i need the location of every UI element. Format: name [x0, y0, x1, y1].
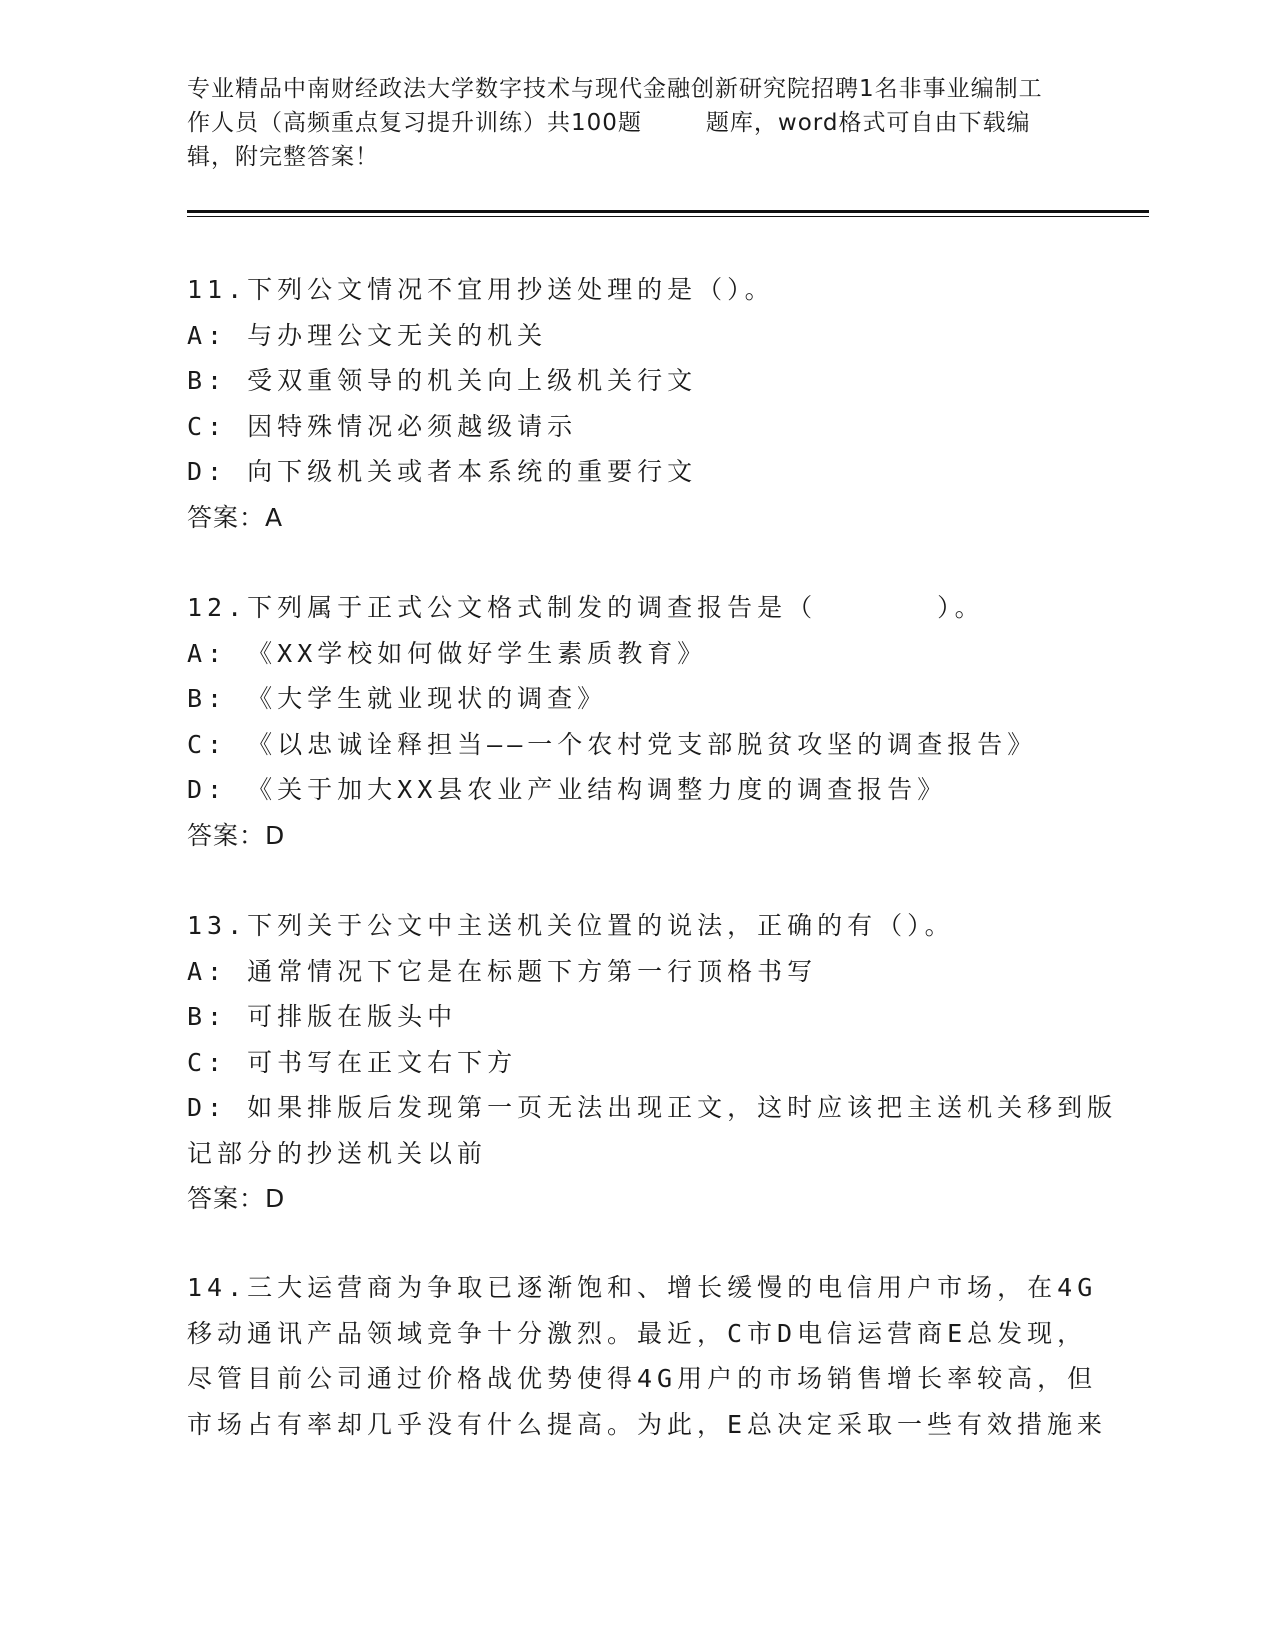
option-a: A: 通常情况下它是在标题下方第一行顶格书写	[187, 956, 818, 986]
question-12	[187, 585, 1087, 858]
question-13	[187, 903, 1118, 1222]
answer: 答案：D	[187, 1184, 286, 1213]
option-d: D: 如果排版后发现第一页无法出现正文，这时应该把主送机关移到版	[187, 1093, 1118, 1122]
header-line-2a: 作人员（高频重点复习提升训练）共100题	[187, 110, 642, 136]
answer: 答案：A	[187, 502, 284, 532]
question-11	[187, 267, 1087, 540]
header-line-2b: 题库，word格式可自由下载编	[705, 110, 1031, 136]
header-line-2	[187, 106, 1087, 140]
question-stem: 13.下列关于公文中主送机关位置的说法，正确的有（）。	[187, 911, 955, 940]
question-stem-line: 市场占有率却几乎没有什么提高。为此，E总决定采取一些有效措施来	[187, 1409, 1108, 1439]
option-d-continued: 记部分的抄送机关以前	[187, 1138, 488, 1168]
option-d: D: 向下级机关或者本系统的重要行文	[187, 457, 698, 486]
question-stem-line: 移动通讯产品领域竞争十分激烈。最近，C市D电信运营商E总发现，	[187, 1318, 1088, 1348]
question-stem: 11.下列公文情况不宜用抄送处理的是（）。	[187, 275, 775, 304]
question-stem-line: 尽管目前公司通过价格战优势使得4G用户的市场销售增长率较高，但	[187, 1364, 1098, 1393]
question-stem: 12.下列属于正式公文格式制发的调查报告是（ ）。	[187, 593, 985, 622]
option-c: C: 因特殊情况必须越级请示	[187, 411, 578, 441]
header-line-1: 专业精品中南财经政法大学数字技术与现代金融创新研究院招聘1名非事业编制工	[187, 76, 1043, 102]
header-divider-thick	[187, 210, 1149, 213]
question-stem-line: 14.三大运营商为争取已逐渐饱和、增长缓慢的电信用户市场，在4G	[187, 1273, 1098, 1302]
answer: 答案：D	[187, 820, 286, 850]
option-b: B: 受双重领导的机关向上级机关行文	[187, 366, 698, 395]
option-c: C: 《以忠诚诠释担当——一个农村党支部脱贫攻坚的调查报告》	[187, 729, 1038, 759]
option-c: C: 可书写在正文右下方	[187, 1047, 518, 1077]
document-header	[187, 72, 1087, 174]
option-b: B: 可排版在版头中	[187, 1002, 458, 1031]
option-a: A: 与办理公文无关的机关	[187, 320, 548, 350]
option-d: D: 《关于加大XX县农业产业结构调整力度的调查报告》	[187, 775, 948, 804]
question-14	[187, 1265, 1108, 1447]
option-a: A: 《XX学校如何做好学生素质教育》	[187, 638, 708, 668]
header-divider-thin	[187, 216, 1149, 217]
option-b: B: 《大学生就业现状的调查》	[187, 684, 608, 713]
header-line-3: 辑，附完整答案！	[187, 144, 379, 170]
